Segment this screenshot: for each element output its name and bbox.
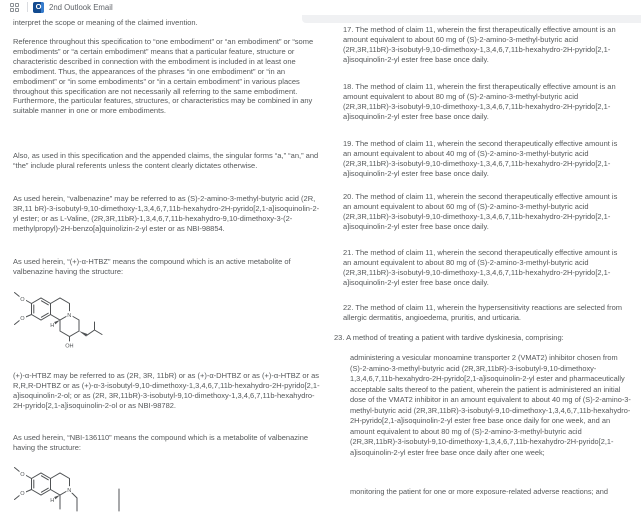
atom-o-top: O — [20, 297, 25, 304]
claim-19: 19. The method of claim 11, wherein the second therapeutically effective amount is an amount equivalent to about 40 mg of (S)-2-amino-3-methyl-butyric acid (2R,3R,11bR)-3-isobutyl-9,10-dimethoxy-1,3,4,6,7,11b-hexahydro-2H-pyrido[2,1-a]isoquinolin-2-yl ester free base once daily. — [343, 139, 618, 178]
chemical-structure-nbi-136110 — [13, 462, 128, 522]
claim-21: 21. The method of claim 11, wherein the second therapeutically effective amount is an amount equivalent to about 80 mg of (S)-2-amino-3-methyl-butyric acid (2R,3R,11bR)-3-isobutyl-9,10-dimethoxy-1,3,4,6,7,11b-hexahydro-2H-pyrido[2,1-a]isoquinolin-2-yl ester free base once daily. — [343, 248, 618, 287]
paragraph-nbi-intro: As used herein, “NBI-136110” means the compound which is a metabolite of valbenazine having the structure: — [13, 433, 309, 452]
paragraph-valbenazine: As used herein, “valbenazine” may be referred to as (S)-2-amino-3-methyl-butyric acid (2R, 3R,11 bR)-3-isobutyl-9,10-dimethoxy-1,3,4,6,7,11b-hexahydro-2H-pyrido[2,1-a]isoquinolin-2-yl ester; or as L-Valine, (2R,3R,11bR)-1,3,4,6,7,11b-hexahydro-9,10-dimethoxy-3-(2-methylpropyl)-2H-benzo[a]quinolizin-2-yl ester or as NBI-98854. — [13, 194, 320, 233]
atom-o-top: O — [20, 472, 25, 479]
atom-n: N — [67, 312, 72, 319]
paragraph-reference: Reference throughout this specification to “one embodiment” or “an embodiment” or “some embodiments” or “a certain embodiment” means that a particular feature, structure or characteristic described in connection with the embodiment is included in at least one embodiment. Thus, the appearances of the phrases “in one embodiment” or “in an embodiment” or “in some embodiments” or “in a certain embodiment” in various places throughout this specification are not necessarily all referring to the same embodiment. Furthermore, the particular features, structures, or characteristics may be combined in any suitable manner in one or more embodiments. — [13, 37, 314, 116]
claim-22: 22. The method of claim 11, wherein the hypersensitivity reactions are selected from allergic dermatitis, angioedema, pruritis, and urticaria. — [343, 303, 623, 322]
atom-o-bottom: O — [20, 316, 25, 323]
tab-2nd-outlook-email[interactable] — [33, 1, 113, 13]
claim-23-monitoring: monitoring the patient for one or more exposure-related adverse reactions; and — [350, 487, 608, 496]
outlook-icon-letter: O — [35, 2, 42, 12]
paragraph-interpret: interpret the scope or meaning of the claimed invention. — [13, 18, 198, 27]
apps-grid-icon[interactable] — [10, 3, 19, 12]
claim-20: 20. The method of claim 11, wherein the second therapeutically effective amount is an amount equivalent to about 60 mg of (S)-2-amino-3-methyl-butyric acid (2R,3R,11bR)-3-isobutyl-9,10-dimethoxy-1,3,4,6,7,11b-hexahydro-2H-pyrido[2,1-a]isoquinolin-2-yl ester free base once daily. — [343, 192, 618, 231]
claim-18: 18. The method of claim 11, wherein the first therapeutically effective amount is an amount equivalent to about 80 mg of (S)-2-amino-3-methyl-butyric acid (2R,3R,11bR)-3-isobutyl-9,10-dimethoxy-1,3,4,6,7,11b-hexahydro-2H-pyrido[2,1-a]isoquinolin-2-yl ester free base once daily. — [343, 82, 616, 121]
atom-h: H — [50, 498, 55, 505]
outlook-icon — [33, 2, 44, 13]
atom-h: H — [50, 323, 55, 330]
claim-23-head: 23. A method of treating a patient with tardive dyskinesia, comprising: — [334, 333, 564, 342]
paragraph-htbz-intro: As used herein, “(+)-α-HTBZ” means the compound which is an active metabolite of valbenazine having the structure: — [13, 257, 291, 276]
claim-17: 17. The method of claim 11, wherein the first therapeutically effective amount is an amount equivalent to about 60 mg of (S)-2-amino-3-methyl-butyric acid (2R,3R,11bR)-3-isobutyl-9,10-dimethoxy-1,3,4,6,7,11b-hexahydro-2H-pyrido[2,1-a]isoquinolin-2-yl ester free base once daily. — [343, 25, 616, 64]
atom-oh: OH — [65, 343, 74, 350]
paragraph-singular: Also, as used in this specification and the appended claims, the singular forms “a,” “an,” and “the” include plural referents unless the content clearly dictates otherwise. — [13, 151, 319, 170]
header-separator — [27, 2, 28, 12]
atom-n: N — [67, 487, 72, 494]
app-header — [0, 0, 641, 15]
tab-title: 2nd Outlook Email — [49, 2, 113, 12]
chemical-structure-htbz — [13, 287, 128, 353]
claim-23-administering: administering a vesicular monoamine transporter 2 (VMAT2) inhibitor chosen from (S)-2-amino-3-methyl-butyric acid (2R,3R,11bR)-3-isobutyl-9,10-dimethoxy-1,3,4,6,7,11b-hexahydro-2H-pyrido[2,1-a]isoquinolin-2-yl ester and pharmaceutically acceptable salts thereof to the patient, wherein the patient is administered an initial dose of the VMAT2 inhibitor in an amount equivalent to about 40 mg of (S)-2-amino-3-methyl-butyric acid (2R,3R,11bR)-3-isobutyl-9,10-dimethoxy-1,3,4,6,7,11b-hexahydro-2H-pyrido[2,1-a]isoquinolin-2-yl ester free base once daily for one week, and an amount equivalent to about 80 mg of (S)-2-amino-3-methyl-butyric acid (2R,3R,11bR)-3-isobutyl-9,10-dimethoxy-1,3,4,6,7,11b-hexahydro-2H-pyrido[2,1-a]isoquinolin-2-yl ester free base once daily after one week; — [350, 353, 631, 457]
paragraph-htbz-names: (+)-α-HTBZ may be referred to as (2R, 3R, 11bR) or as (+)-α-DHTBZ or as (+)-α-HTBZ or as R,R,R-DHTBZ or as (+)-α-3-isobutyl-9,10-dimethoxy-1,3,4,6,7,11b-hexahydro-2H-pyrido[2,1-a]isoquinolin-2-ol; or as (2R, 3R,11bR)-3-isobutyl-9,10-dimethoxy-1,3,4,6,7,11b-hexahydro-2H-pyrido[2,1-a]isoquinolin-2-ol or as NBI-98782. — [13, 371, 320, 410]
panel-top-divider — [302, 15, 641, 23]
atom-o-bottom: O — [20, 491, 25, 498]
